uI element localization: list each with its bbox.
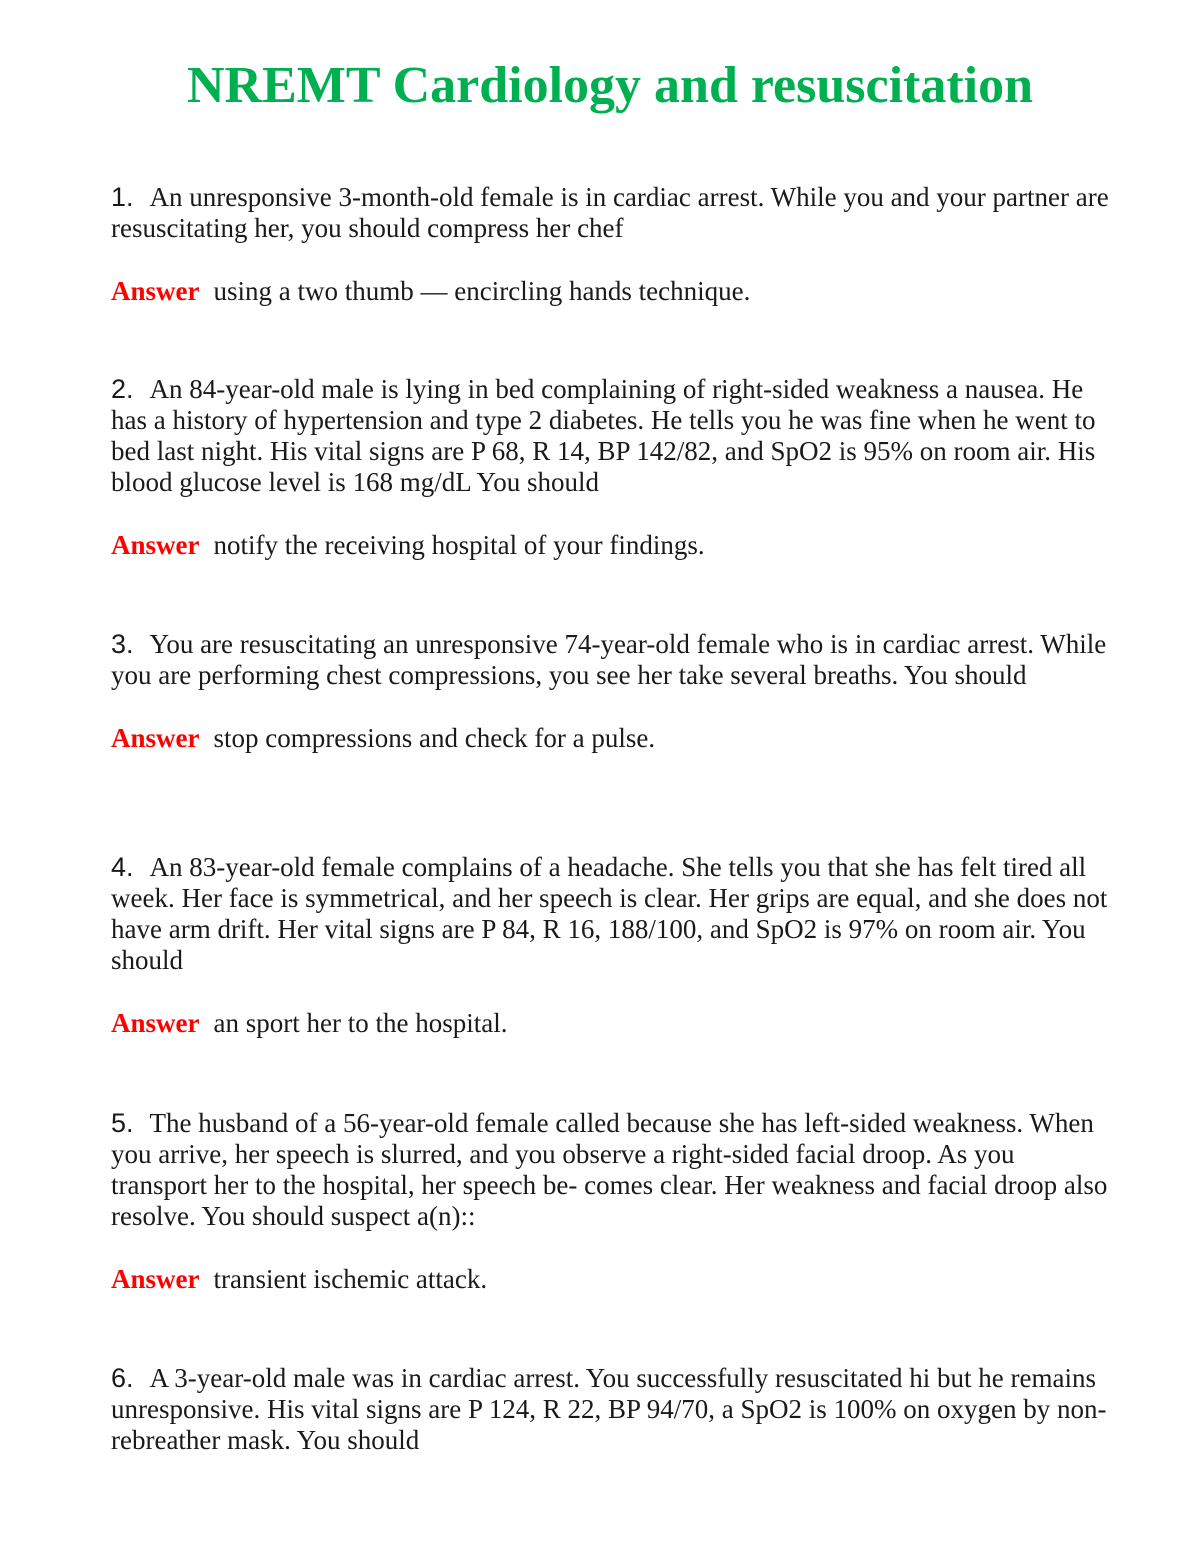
answer-label: Answer: [111, 276, 200, 306]
question-text: [111, 1363, 1111, 1456]
question-body: The husband of a 56-year-old female called because she has left-sided weakness. When you arrive, her speech is slurred, and you observe a right-sided facial droop. As you transport her to the hospital, her speech be- comes clear. Her weakness and facial droop also resolve. You should suspect a(n)::: [111, 1108, 1108, 1231]
question-number: 3.: [111, 629, 134, 659]
question-text: [111, 1108, 1111, 1232]
answer-line: [111, 1008, 1111, 1039]
question-number: 6.: [111, 1363, 134, 1393]
question-body: An unresponsive 3-month-old female is in cardiac arrest. While you and your partner are resuscitating her, you should compress her chef: [111, 182, 1109, 243]
question-block: [111, 629, 1111, 754]
question-text: [111, 852, 1111, 976]
page-title: NREMT Cardiology and resuscitation: [186, 57, 1034, 114]
answer-text: notify the receiving hospital of your findings.: [213, 530, 705, 560]
question-text: [111, 374, 1111, 498]
answer-label: Answer: [111, 723, 200, 753]
question-body: You are resuscitating an unresponsive 74-year-old female who is in cardiac arrest. While you are performing chest compressions, you see her take several breaths. You should: [111, 629, 1107, 690]
question-block: [111, 1363, 1111, 1456]
answer-text: an sport her to the hospital.: [213, 1008, 508, 1038]
answer-text: stop compressions and check for a pulse.: [213, 723, 656, 753]
question-number: 4.: [111, 852, 134, 882]
answer-line: [111, 723, 1111, 754]
question-block: [111, 182, 1111, 307]
answer-label: Answer: [111, 1264, 200, 1294]
answer-line: [111, 276, 1111, 307]
question-block: [111, 852, 1111, 1039]
question-text: [111, 182, 1111, 244]
question-number: 5.: [111, 1108, 134, 1138]
question-number: 1.: [111, 182, 134, 212]
question-number: 2.: [111, 374, 134, 404]
question-block: [111, 1108, 1111, 1295]
answer-label: Answer: [111, 530, 200, 560]
question-body: An 84-year-old male is lying in bed complaining of right-sided weakness a nausea. He has a history of hypertension and type 2 diabetes. He tells you he was fine when he went to bed last night. His vital signs are P 68, R 14, BP 142/82, and SpO2 is 95% on room air. His blood glucose level is 168 mg/dL You should: [111, 374, 1096, 497]
answer-line: [111, 530, 1111, 561]
question-body: A 3-year-old male was in cardiac arrest. You successfully resuscitated hi but he remains unresponsive. His vital signs are P 124, R 22, BP 94/70, a SpO2 is 100% on oxygen by non-rebreather mask. You should: [111, 1363, 1107, 1455]
answer-text: using a two thumb — encircling hands technique.: [213, 276, 751, 306]
answer-label: Answer: [111, 1008, 200, 1038]
question-block: [111, 374, 1111, 561]
question-body: An 83-year-old female complains of a headache. She tells you that she has felt tired all week. Her face is symmetrical, and her speech is clear. Her grips are equal, and she does not have arm drift. Her vital signs are P 84, R 16, 188/100, and SpO2 is 97% on room air. You should: [111, 852, 1108, 975]
answer-text: transient ischemic attack.: [213, 1264, 488, 1294]
answer-line: [111, 1264, 1111, 1295]
question-text: [111, 629, 1111, 691]
